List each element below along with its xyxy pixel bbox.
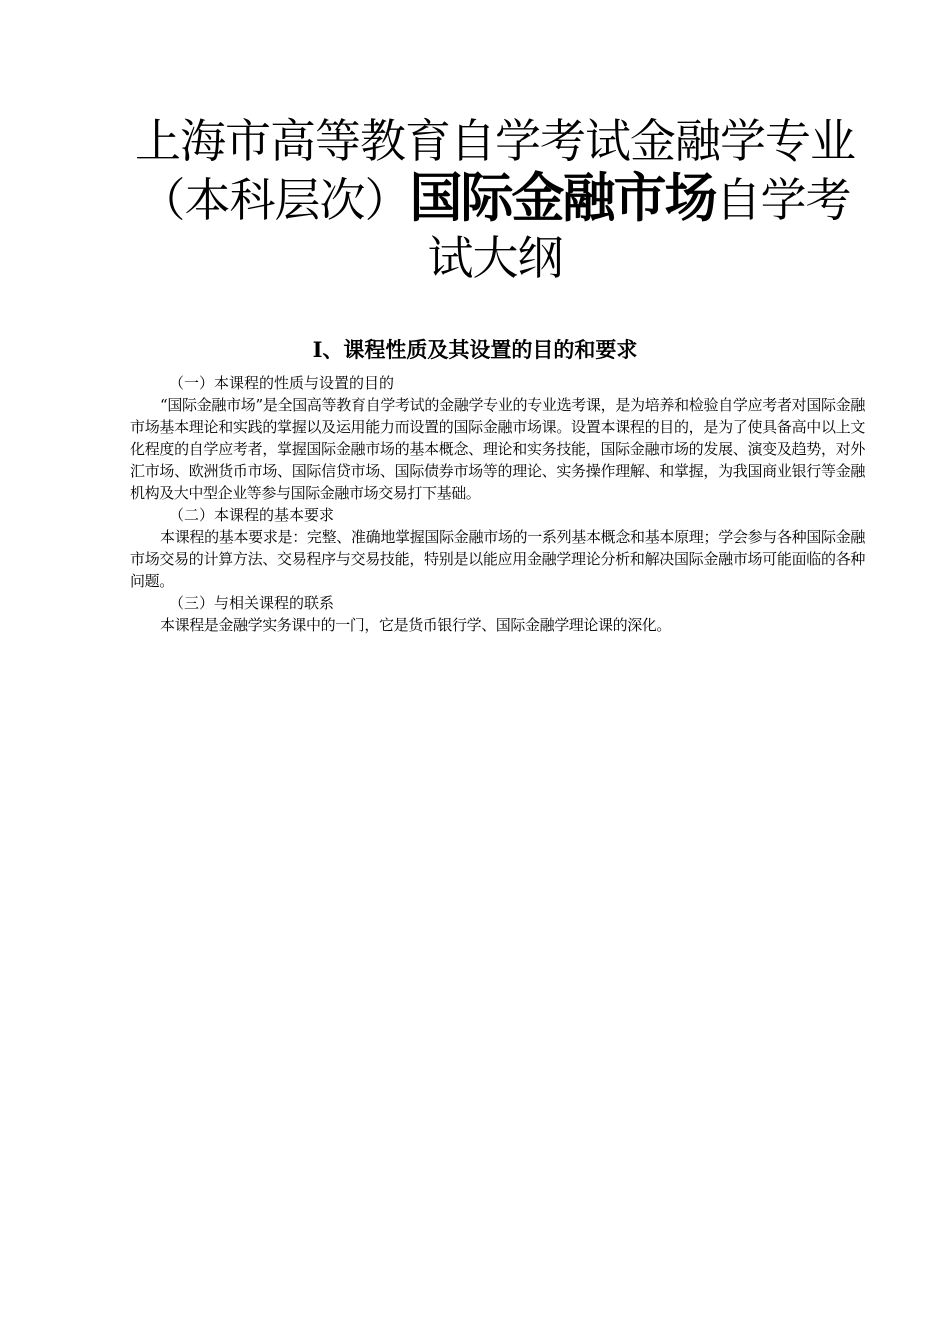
paragraph-requirements: 本课程的基本要求是：完整、准确地掌握国际金融市场的一系列基本概念和基本原理；学会参与各种国际金融市场交易的计算方法、交易程序与交易技能，特别是以能应用金融学理论分析和解决国际金融市场可能面临的各种问题。 <box>130 528 865 590</box>
title-suffix: 自学考试大纲 <box>427 173 851 285</box>
document-title <box>135 112 855 287</box>
paragraph-related-courses: 本课程是金融学实务课中的一门，它是货币银行学、国际金融学理论课的深化。 <box>160 616 672 634</box>
section-body <box>130 372 865 636</box>
section-heading: Ⅰ、课程性质及其设置的目的和要求 <box>312 337 638 362</box>
paragraph-purpose: “国际金融市场”是全国高等教育自学考试的金融学专业的专业选考课，是为培养和检验自学应考者对国际金融市场基本理论和实践的掌握以及运用能力而设置的国际金融市场课。设置本课程的目的，是为了使具备高中以上文化程度的自学应考者，掌握国际金融市场的基本概念、理论和实务技能，国际金融市场的发展、演变及趋势，对外汇市场、欧洲货币市场、国际信贷市场、国际债券市场等的理论、实务操作理解、和掌握，为我国商业银行等金融机构及大中型企业等参与国际金融市场交易打下基础。 <box>130 396 865 502</box>
subsection-heading-purpose: （一）本课程的性质与设置的目的 <box>169 374 395 392</box>
subsection-heading-requirements: （二）本课程的基本要求 <box>169 506 335 524</box>
subsection-heading-related-courses: （三）与相关课程的联系 <box>169 594 335 612</box>
title-prefix: 上海市高等教育自学考试金融学专业（本科层次） <box>135 114 855 227</box>
title-course-name: 国际金融市场 <box>409 168 716 229</box>
